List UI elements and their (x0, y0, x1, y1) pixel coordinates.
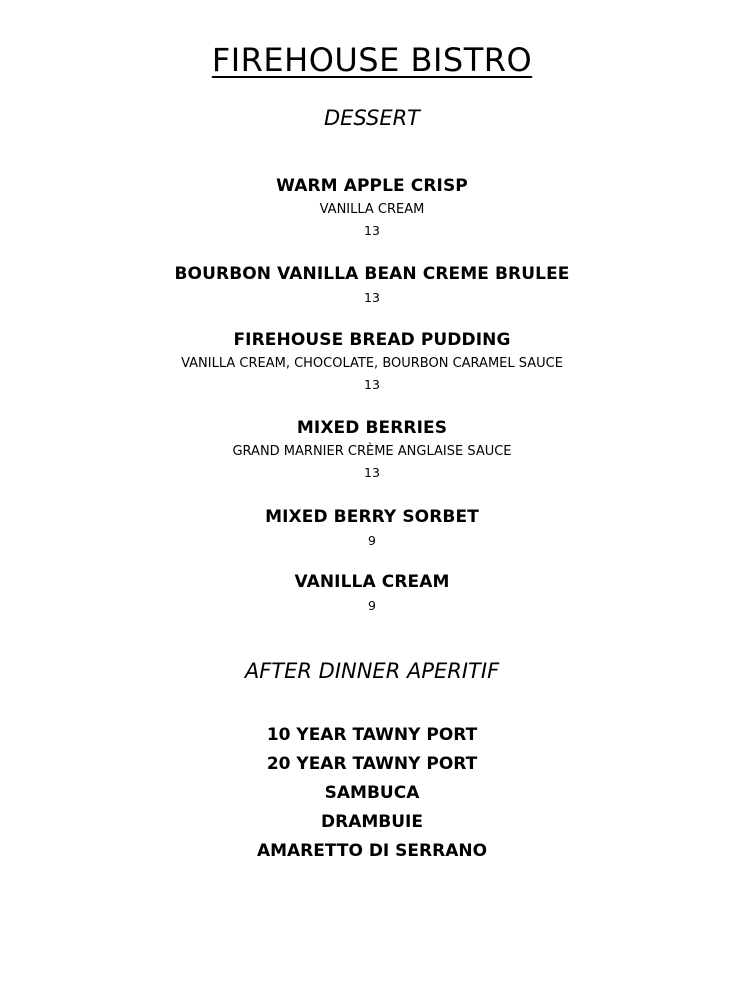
aperitif-item: 10 YEAR TAWNY PORT (266, 725, 478, 745)
after-dinner-heading: AFTER DINNER APERITIF (244, 659, 500, 683)
menu-item-price: 13 (364, 223, 380, 238)
menu-item-description: VANILLA CREAM (319, 202, 425, 217)
menu-item-description: VANILLA CREAM, CHOCOLATE, BOURBON CARAMEL SAUCE (181, 356, 563, 371)
menu-item-price: 13 (364, 465, 380, 480)
dessert-heading: DESSERT (323, 106, 421, 130)
menu-item-name: MIXED BERRY SORBET (265, 507, 479, 527)
menu-item-price: 13 (364, 377, 380, 392)
aperitif-item: DRAMBUIE (321, 812, 423, 832)
menu-item-price: 9 (368, 533, 376, 548)
menu-item (0, 506, 744, 551)
aperitif-item: SAMBUCA (324, 783, 420, 803)
menu-item-description: GRAND MARNIER CRÈME ANGLAISE SAUCE (232, 444, 512, 459)
page-title: FIREHOUSE BISTRO (211, 41, 533, 79)
menu-item (0, 175, 744, 241)
menu-item-name: MIXED BERRIES (296, 418, 448, 438)
menu-item-price: 13 (364, 290, 380, 305)
menu-item (0, 417, 744, 483)
menu-item-name: BOURBON VANILLA BEAN CREME BRULEE (174, 264, 570, 284)
menu-item-name: VANILLA CREAM (294, 572, 450, 592)
aperitif-item: AMARETTO DI SERRANO (256, 841, 488, 861)
menu-item (0, 263, 744, 308)
menu-item (0, 571, 744, 616)
aperitif-list (0, 721, 744, 866)
menu-item-name: FIREHOUSE BREAD PUDDING (233, 330, 511, 350)
menu-item-price: 9 (368, 598, 376, 613)
menu-item-name: WARM APPLE CRISP (276, 176, 468, 196)
menu-item (0, 329, 744, 395)
aperitif-item: 20 YEAR TAWNY PORT (266, 754, 478, 774)
